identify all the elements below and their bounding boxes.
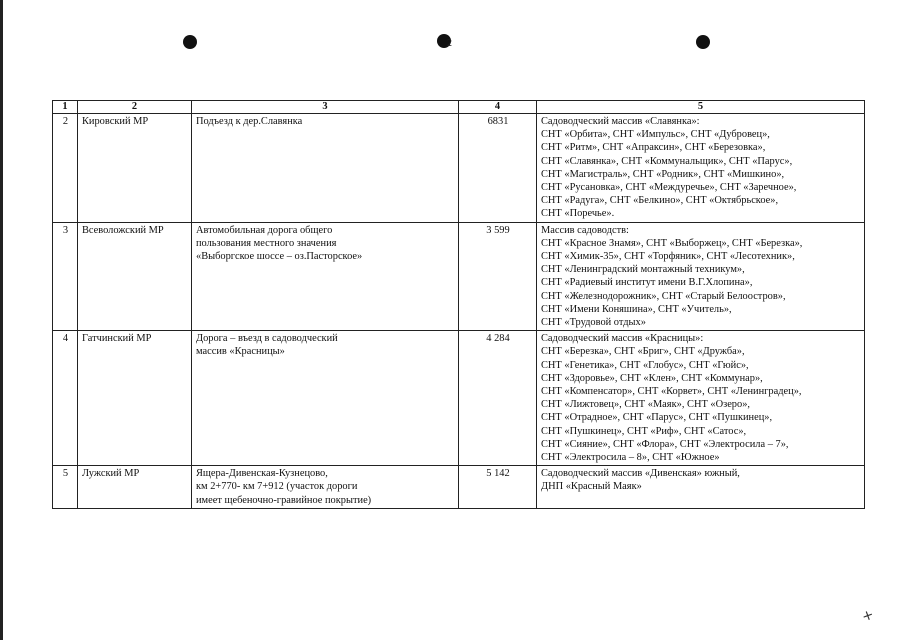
table-row	[53, 114, 865, 223]
column-header: 4	[459, 101, 537, 114]
row-number: 2	[53, 114, 78, 223]
road-name-cell: Дорога – въезд в садоводческий массив «Красницы»	[192, 331, 459, 466]
road-length-cell: 4 284	[459, 331, 537, 466]
settlements-cell: Садоводческий массив «Красницы»: СНТ «Березка», СНТ «Бриг», СНТ «Дружба», СНТ «Генетика», СНТ «Глобус», СНТ «Гюйс», СНТ «Здоровье», СНТ «Клен», СНТ «Коммунар», СНТ «Компенсатор», СНТ «Корвет», СНТ «Ленинградец», СНТ «Лижтовец», СНТ «Маяк», СНТ «Озеро», СНТ «Отрадное», СНТ «Парус», СНТ «Пушкинец», СНТ «Пушкинец», СНТ «Риф», СНТ «Сатос», СНТ «Сияние», СНТ «Флора», СНТ «Электросила – 7», СНТ «Электросила – 8», СНТ «Южное»	[537, 331, 865, 466]
district-cell: Кировский МР	[78, 114, 192, 223]
row-number: 4	[53, 331, 78, 466]
settlements-cell: Массив садоводств: СНТ «Красное Знамя», СНТ «Выборжец», СНТ «Березка», СНТ «Химик-35», СНТ «Торфяник», СНТ «Лесотехник», СНТ «Ленинградский монтажный техникум», СНТ «Радиевый институт имени В.Г.Хлопина», СНТ «Железнодорожник», СНТ «Старый Белоостров», СНТ «Имени Коняшина», СНТ «Учитель», СНТ «Трудовой отдых»	[537, 222, 865, 331]
row-number: 5	[53, 466, 78, 509]
road-name-cell: Подъезд к дер.Славянка	[192, 114, 459, 223]
settlements-road-table	[52, 100, 865, 509]
table-row	[53, 466, 865, 509]
road-name-cell: Ящера-Дивенская-Кузнецово, км 2+770- км 7+912 (участок дороги имеет щебеночно-гравийное покрытие)	[192, 466, 459, 509]
road-length-cell: 6831	[459, 114, 537, 223]
table-header-row	[53, 101, 865, 114]
district-cell: Лужский МР	[78, 466, 192, 509]
road-name-cell: Автомобильная дорога общего пользования местного значения «Выборгское шоссе – оз.Пасторское»	[192, 222, 459, 331]
column-header: 1	[53, 101, 78, 114]
district-cell: Всеволожский МР	[78, 222, 192, 331]
scan-left-edge	[0, 0, 3, 640]
binder-hole-left	[183, 35, 197, 49]
table-row	[53, 331, 865, 466]
row-number: 3	[53, 222, 78, 331]
road-length-cell: 3 599	[459, 222, 537, 331]
column-header: 2	[78, 101, 192, 114]
column-header: 5	[537, 101, 865, 114]
binder-hole-right	[696, 35, 710, 49]
settlements-cell: Садоводческий массив «Дивенская» южный, ДНП «Красный Маяк»	[537, 466, 865, 509]
settlements-cell: Садоводческий массив «Славянка»: СНТ «Орбита», СНТ «Импульс», СНТ «Дубровец», СНТ «Ритм», СНТ «Апраксин», СНТ «Березовка», СНТ «Славянка», СНТ «Коммунальщик», СНТ «Парус», СНТ «Магистраль», СНТ «Родник», СНТ «Мишкино», СНТ «Русановка», СНТ «Междуречье», СНТ «Заречное», СНТ «Радуга», СНТ «Белкино», СНТ «Октябрьское», СНТ «Поречье».	[537, 114, 865, 223]
road-length-cell: 5 142	[459, 466, 537, 509]
handwritten-corner-mark: +	[859, 606, 877, 626]
table-row	[53, 222, 865, 331]
page-number: 2	[447, 38, 452, 49]
district-cell: Гатчинский МР	[78, 331, 192, 466]
column-header: 3	[192, 101, 459, 114]
